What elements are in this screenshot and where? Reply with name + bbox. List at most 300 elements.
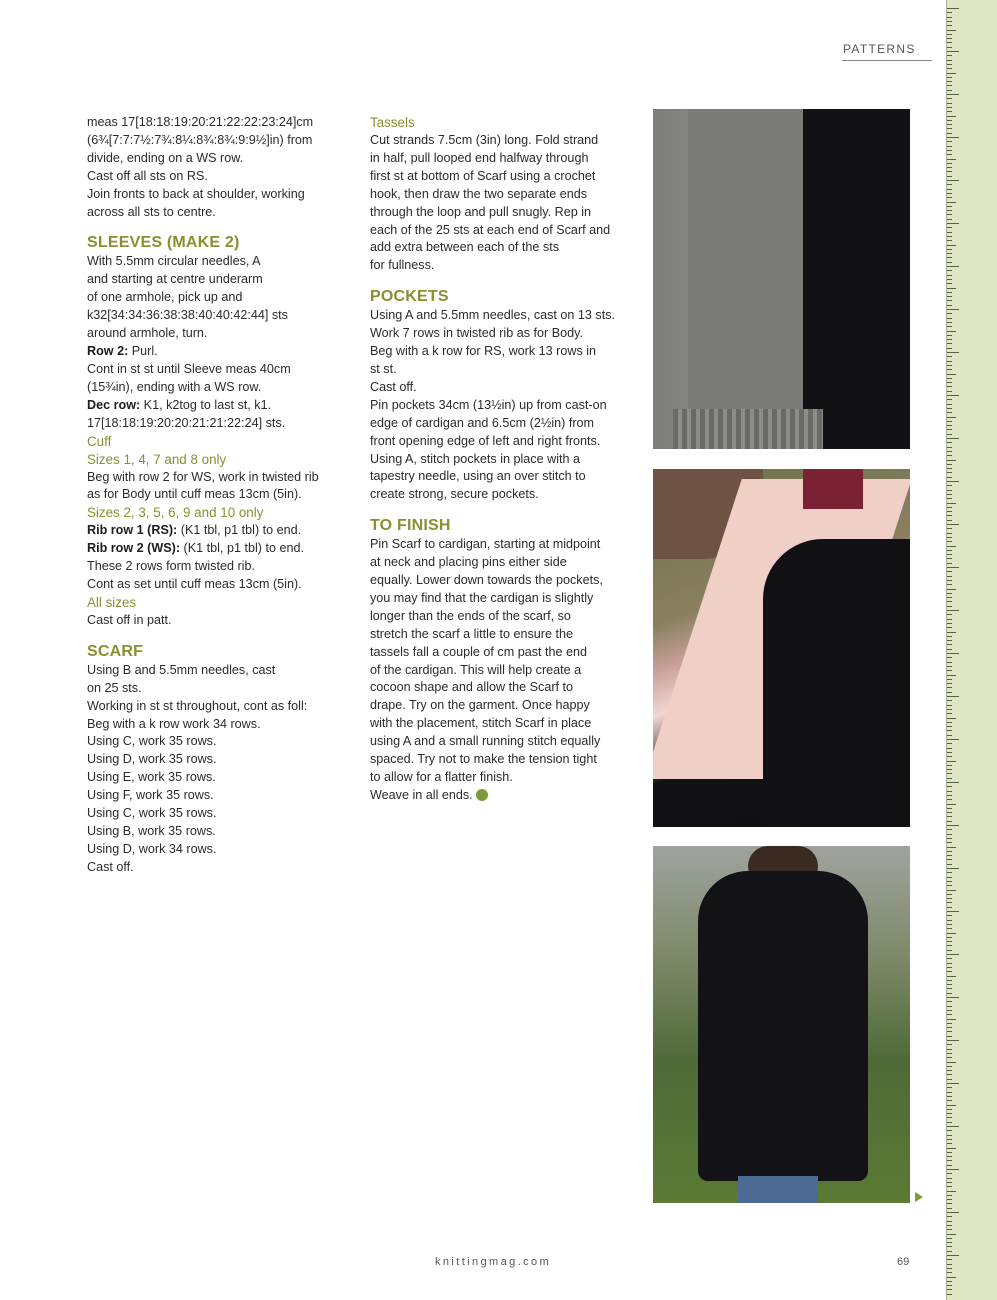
ruler-tick — [947, 378, 952, 379]
rib1-label: Rib row 1 (RS): — [87, 523, 178, 538]
ruler-tick — [947, 773, 952, 774]
ruler-tick — [947, 1044, 952, 1045]
ruler-tick — [947, 1238, 952, 1239]
ruler-tick — [947, 34, 952, 35]
ruler-tick — [947, 460, 956, 461]
ruler-tick — [947, 124, 952, 125]
ruler-tick — [947, 1070, 952, 1071]
ruler-tick — [947, 743, 952, 744]
ruler-tick — [947, 993, 952, 994]
text-line: to allow for a flatter finish. — [370, 770, 513, 784]
text-line: Work 7 rows in twisted rib as for Body. — [370, 326, 583, 341]
ruler-tick — [947, 761, 956, 762]
ruler-tick — [947, 752, 952, 753]
photo-scarf-tassels — [653, 109, 910, 449]
ruler-tick — [947, 765, 952, 766]
ruler-tick — [947, 47, 952, 48]
ruler-tick — [947, 593, 952, 594]
ruler-tick — [947, 546, 956, 547]
page-number: 69 — [897, 1256, 910, 1268]
ruler-tick — [947, 1246, 952, 1247]
ruler-tick — [947, 692, 952, 693]
ruler-tick — [947, 434, 952, 435]
ruler-tick — [947, 670, 952, 671]
ruler-tick — [947, 98, 952, 99]
text-line: drape. Try on the garment. Once happy — [370, 698, 590, 713]
photo-sweater-shape — [763, 539, 910, 827]
ruler-tick — [947, 253, 952, 254]
ruler-tick — [947, 1277, 956, 1278]
ruler-tick — [947, 1169, 959, 1170]
ruler-tick — [947, 464, 952, 465]
text-line: k32[34:34:36:38:38:40:40:42:44] sts — [87, 308, 288, 323]
ruler-tick — [947, 279, 952, 280]
ruler-tick — [947, 1225, 952, 1226]
ruler-tick — [947, 382, 952, 383]
text-line: edge of cardigan and 6.5cm (2½in) from — [370, 415, 595, 430]
text-line: across all sts to centre. — [87, 204, 216, 219]
ruler-tick — [947, 180, 959, 181]
photo-back-view — [653, 846, 910, 1203]
ruler-tick — [947, 477, 952, 478]
scarf-heading: SCARF — [87, 642, 144, 660]
ruler-tick — [947, 176, 952, 177]
ruler-tick — [947, 206, 952, 207]
ruler-tick — [947, 1143, 952, 1144]
ruler-tick — [947, 1152, 952, 1153]
text-line: Cast off. — [87, 859, 134, 874]
ruler-tick — [947, 1019, 956, 1020]
text-line: Join fronts to back at shoulder, working — [87, 186, 305, 201]
ruler-tick — [947, 713, 952, 714]
ruler-tick — [947, 851, 952, 852]
ruler-tick — [947, 1229, 952, 1230]
ruler-tick — [947, 700, 952, 701]
ruler-tick — [947, 51, 959, 52]
ruler-tick — [947, 1212, 959, 1213]
ruler-tick — [947, 653, 959, 654]
ruler-tick — [947, 662, 952, 663]
ruler-tick — [947, 1165, 952, 1166]
ruler-tick — [947, 606, 952, 607]
ruler-tick — [947, 864, 952, 865]
text-line: longer than the ends of the scarf, so — [370, 608, 571, 623]
ruler-tick — [947, 1092, 952, 1093]
photo-fringe-shape — [673, 409, 823, 449]
ruler-tick — [947, 928, 952, 929]
ruler-tick — [947, 68, 952, 69]
rib2-label: Rib row 2 (WS): — [87, 541, 181, 556]
ruler-tick — [947, 976, 956, 977]
text-line: add extra between each of the sts — [370, 240, 560, 255]
text-line: Using D, work 34 rows. — [87, 841, 217, 856]
ruler-tick — [947, 1139, 952, 1140]
text-line: with the placement, stitch Scarf in place — [370, 716, 592, 731]
dec-label: Dec row: — [87, 397, 141, 412]
dec-text: K1, k2tog to last st, k1. — [140, 397, 272, 412]
ruler-tick — [947, 399, 952, 400]
ruler-tick — [947, 1268, 952, 1269]
ruler-tick — [947, 163, 952, 164]
ruler-tick — [947, 1234, 956, 1235]
ruler-tick — [947, 786, 952, 787]
last-line-text: Weave in all ends. — [370, 787, 473, 802]
ruler-tick — [947, 38, 952, 39]
ruler-tick — [947, 455, 952, 456]
ruler-tick — [947, 1036, 952, 1037]
ruler-tick — [947, 1100, 952, 1101]
ruler-tick — [947, 1031, 952, 1032]
ruler-tick — [947, 515, 952, 516]
text-line: (15¾in), ending with a WS row. — [87, 379, 262, 394]
text-line: Working in st st throughout, cont as foll: — [87, 698, 308, 713]
ruler-tick — [947, 1251, 952, 1252]
sleeves-heading: SLEEVES (MAKE 2) — [87, 234, 240, 252]
text-line: as for Body until cuff meas 13cm (5in). — [87, 487, 302, 502]
ruler-tick — [947, 339, 952, 340]
ruler-tick — [947, 348, 952, 349]
text-line: Cast off. — [370, 379, 417, 394]
ruler-tick — [947, 623, 952, 624]
ruler-tick — [947, 245, 956, 246]
text-line: first st at bottom of Scarf using a crochet — [370, 168, 596, 183]
ruler-tick — [947, 632, 956, 633]
text-line: Cast off all sts on RS. — [87, 168, 208, 183]
ruler-tick — [947, 795, 952, 796]
ruler-tick — [947, 1079, 952, 1080]
ruler-tick — [947, 481, 959, 482]
ruler-tick — [947, 963, 952, 964]
ruler-tick — [947, 73, 956, 74]
ruler-tick — [947, 1109, 952, 1110]
ruler-tick — [947, 954, 959, 955]
ruler-tick — [947, 150, 952, 151]
ruler-tick — [947, 288, 956, 289]
ruler-tick — [947, 524, 959, 525]
rib1-text: (K1 tbl, p1 tbl) to end. — [177, 523, 302, 538]
text-line: Cut strands 7.5cm (3in) long. Fold strand — [370, 133, 599, 147]
text-line: Pin Scarf to cardigan, starting at midpoint — [370, 537, 601, 552]
ruler-tick — [947, 1062, 956, 1063]
ruler-tick — [947, 739, 959, 740]
ruler-tick — [947, 1053, 952, 1054]
ruler-tick — [947, 997, 959, 998]
ruler-tick — [947, 128, 952, 129]
ruler-tick — [947, 911, 959, 912]
ruler-tick — [947, 468, 952, 469]
text-line: you may find that the cardigan is slightly — [370, 590, 594, 605]
ruler-tick — [947, 937, 952, 938]
ruler-tick — [947, 537, 952, 538]
ruler-tick — [947, 735, 952, 736]
ruler-tick — [947, 1006, 952, 1007]
text-line: for fullness. — [370, 258, 435, 273]
ruler-tick — [947, 907, 952, 908]
ruler-tick — [947, 580, 952, 581]
photo-stripe-shape — [803, 469, 863, 509]
ruler-tick — [947, 107, 952, 108]
ruler-tick — [947, 1156, 952, 1157]
ruler-tick — [947, 429, 952, 430]
ruler-tick — [947, 361, 952, 362]
ruler-tick — [947, 718, 956, 719]
ruler-tick — [947, 21, 952, 22]
text-line: Using B and 5.5mm needles, cast — [87, 662, 276, 677]
ruler-tick — [947, 885, 952, 886]
ruler-tick — [947, 494, 952, 495]
ruler-tick — [947, 167, 952, 168]
ruler-tick — [947, 1001, 952, 1002]
ruler-tick — [947, 442, 952, 443]
text-line: create strong, secure pockets. — [370, 487, 539, 502]
ruler-tick — [947, 507, 952, 508]
ruler-tick — [947, 541, 952, 542]
ruler-tick — [947, 189, 952, 190]
ruler-tick — [947, 683, 952, 684]
finish-heading: TO FINISH — [370, 517, 451, 535]
ruler-tick — [947, 933, 956, 934]
text-line: Using E, work 35 rows. — [87, 770, 216, 785]
ruler-tick — [947, 296, 952, 297]
ruler-tick — [947, 490, 952, 491]
ruler-tick — [947, 666, 952, 667]
ruler-tick — [947, 331, 956, 332]
ruler-tick — [947, 1272, 952, 1273]
ruler-tick — [947, 890, 956, 891]
ruler-tick — [947, 1105, 956, 1106]
ruler-tick — [947, 709, 952, 710]
ruler-tick — [947, 25, 952, 26]
ruler-tick — [947, 812, 952, 813]
ruler-tick — [947, 184, 952, 185]
ruler-tick — [947, 1023, 952, 1024]
ruler-tick — [947, 30, 956, 31]
ruler-tick — [947, 610, 959, 611]
sizes-b-subheading: Sizes 2, 3, 5, 6, 9 and 10 only — [87, 505, 264, 521]
ruler-tick — [947, 657, 952, 658]
text-line: Beg with a k row for RS, work 13 rows in — [370, 344, 597, 359]
ruler-tick — [947, 498, 952, 499]
ruler-tick — [947, 915, 952, 916]
ruler-tick — [947, 1255, 959, 1256]
text-line: tapestry needle, using an over stitch to — [370, 469, 586, 484]
ruler-tick — [947, 1199, 952, 1200]
text-line: of one armhole, pick up and — [87, 290, 243, 305]
text-line: Using C, work 35 rows. — [87, 806, 217, 821]
ruler-tick — [947, 1130, 952, 1131]
ruler-tick — [947, 980, 952, 981]
ruler-tick — [947, 1281, 952, 1282]
ruler-tick — [947, 257, 952, 258]
rib2-line — [87, 540, 345, 558]
ruler-tick — [947, 834, 952, 835]
photo-scarf-shape — [688, 109, 808, 449]
ruler-tick — [947, 533, 952, 534]
ruler-tick — [947, 1208, 952, 1209]
photo-jeans-shape — [738, 1176, 818, 1203]
ruler-tick — [947, 236, 952, 237]
ruler-tick — [947, 137, 959, 138]
text-line: front opening edge of left and right fronts. — [370, 433, 601, 448]
ruler-tick — [947, 159, 956, 160]
text-line: using A and a small running stitch equally — [370, 734, 601, 749]
ruler-tick — [947, 1264, 952, 1265]
ruler-tick — [947, 1117, 952, 1118]
ruler-tick — [947, 1113, 952, 1114]
text-line: Beg with a k row work 34 rows. — [87, 716, 261, 731]
ruler-tick — [947, 451, 952, 452]
ruler-tick — [947, 520, 952, 521]
ruler-tick — [947, 81, 952, 82]
text-line: cocoon shape and allow the Scarf to — [370, 680, 574, 695]
text-line: on 25 sts. — [87, 680, 142, 695]
ruler-tick — [947, 696, 959, 697]
ruler-tick — [947, 511, 952, 512]
ruler-tick — [947, 563, 952, 564]
ruler-tick — [947, 94, 959, 95]
pockets-heading: POCKETS — [370, 288, 449, 306]
text-line: each of the 25 sts at each end of Scarf and — [370, 222, 611, 237]
ruler-tick — [947, 240, 952, 241]
ruler-tick — [947, 60, 952, 61]
ruler-tick — [947, 1203, 952, 1204]
ruler-tick — [947, 1040, 959, 1041]
ruler-tick — [947, 447, 952, 448]
column-left — [87, 114, 345, 877]
row2-line — [87, 343, 345, 361]
ruler-tick — [947, 597, 952, 598]
ruler-tick — [947, 141, 952, 142]
ruler-tick — [947, 804, 956, 805]
ruler-tick — [947, 756, 952, 757]
ruler-tick — [947, 1191, 956, 1192]
rib2-text: (K1 tbl, p1 tbl) to end. — [180, 541, 304, 556]
text-line: Cont in st st until Sleeve meas 40cm — [87, 361, 291, 376]
ruler-tick — [947, 528, 952, 529]
ruler-tick — [947, 1135, 952, 1136]
ruler-tick — [947, 868, 959, 869]
text-line: Pin pockets 34cm (13½in) up from cast-on — [370, 397, 607, 412]
ruler-tick — [947, 214, 952, 215]
all-sizes-subheading: All sizes — [87, 594, 137, 610]
ruler-tick — [947, 877, 952, 878]
ruler-tick — [947, 318, 952, 319]
text-line: Using F, work 35 rows. — [87, 788, 214, 803]
ruler-tick — [947, 219, 952, 220]
ruler-tick — [947, 425, 952, 426]
rib1-line — [87, 522, 345, 540]
ruler-tick — [947, 679, 952, 680]
ruler-tick — [947, 816, 952, 817]
ruler-tick — [947, 1242, 952, 1243]
ruler-tick — [947, 769, 952, 770]
ruler-tick — [947, 584, 952, 585]
ruler-tick — [947, 275, 952, 276]
header-rule — [842, 60, 932, 61]
ruler-tick — [947, 1289, 952, 1290]
text-line: Using D, work 35 rows. — [87, 752, 217, 767]
ruler-tick — [947, 249, 952, 250]
ruler-tick — [947, 627, 952, 628]
ruler-tick — [947, 576, 952, 577]
ruler-tick — [947, 799, 952, 800]
ruler-tick — [947, 920, 952, 921]
ruler-tick — [947, 898, 952, 899]
ruler-tick — [947, 705, 952, 706]
ruler-tick — [947, 309, 959, 310]
ruler-tick — [947, 197, 952, 198]
ruler-tick — [947, 90, 952, 91]
ruler-tick — [947, 958, 952, 959]
ruler-tick — [947, 829, 952, 830]
ruler-tick — [947, 305, 952, 306]
ruler-tick — [947, 558, 952, 559]
ruler-tick — [947, 1195, 952, 1196]
text-line: Using A, stitch pockets in place with a — [370, 451, 580, 466]
text-line: 17[18:18:19:20:20:21:21:22:24] sts. — [87, 415, 286, 430]
ruler-tick — [947, 193, 952, 194]
text-line: spaced. Try not to make the tension tight — [370, 752, 597, 767]
ruler-tick — [947, 1066, 952, 1067]
text-line: around armhole, turn. — [87, 326, 208, 341]
ruler-tick — [947, 171, 952, 172]
ruler-tick — [947, 1182, 952, 1183]
footer-url: knittingmag.com — [435, 1256, 552, 1268]
ruler-tick — [947, 971, 952, 972]
ruler-tick — [947, 941, 952, 942]
text-line: Cast off in patt. — [87, 612, 172, 627]
ruler-tick — [947, 503, 956, 504]
ruler-tick — [947, 202, 956, 203]
text-line: tassels fall a couple of cm past the end — [370, 644, 588, 659]
ruler-tick — [947, 1216, 952, 1217]
yarn-ball-end-icon — [476, 789, 488, 801]
ruler-tick — [947, 687, 952, 688]
header-section-label: PATTERNS — [843, 42, 916, 56]
ruler-tick — [947, 133, 952, 134]
ruler-tick — [947, 1010, 952, 1011]
ruler-tick — [947, 1074, 952, 1075]
ruler-tick — [947, 1285, 952, 1286]
ruler-tick — [947, 42, 952, 43]
photo-coat-shape — [698, 871, 868, 1181]
row2-label: Row 2: — [87, 343, 129, 358]
text-line: meas 17[18:18:19:20:21:22:22:23:24]cm — [87, 115, 314, 129]
ruler-tick — [947, 120, 952, 121]
ruler-tick — [947, 391, 952, 392]
ruler-tick — [947, 154, 952, 155]
ruler-tick — [947, 855, 952, 856]
dec-line — [87, 397, 345, 415]
ruler-tick — [947, 1122, 952, 1123]
ruler-tick — [947, 1178, 952, 1179]
ruler-tick — [947, 111, 952, 112]
ruler-tick — [947, 17, 952, 18]
ruler-tick — [947, 748, 952, 749]
ruler-tick — [947, 847, 956, 848]
ruler-tick — [947, 1294, 952, 1295]
ruler-tick — [947, 374, 956, 375]
ruler-tick — [947, 984, 952, 985]
ruler-tick — [947, 322, 952, 323]
ruler-tick — [947, 842, 952, 843]
text-line: hook, then draw the two separate ends — [370, 186, 588, 201]
ruler-tick — [947, 619, 952, 620]
text-line: divide, ending on a WS row. — [87, 150, 244, 165]
ruler-tick — [947, 1160, 952, 1161]
ruler-tick — [947, 872, 952, 873]
ruler-tick — [947, 270, 952, 271]
